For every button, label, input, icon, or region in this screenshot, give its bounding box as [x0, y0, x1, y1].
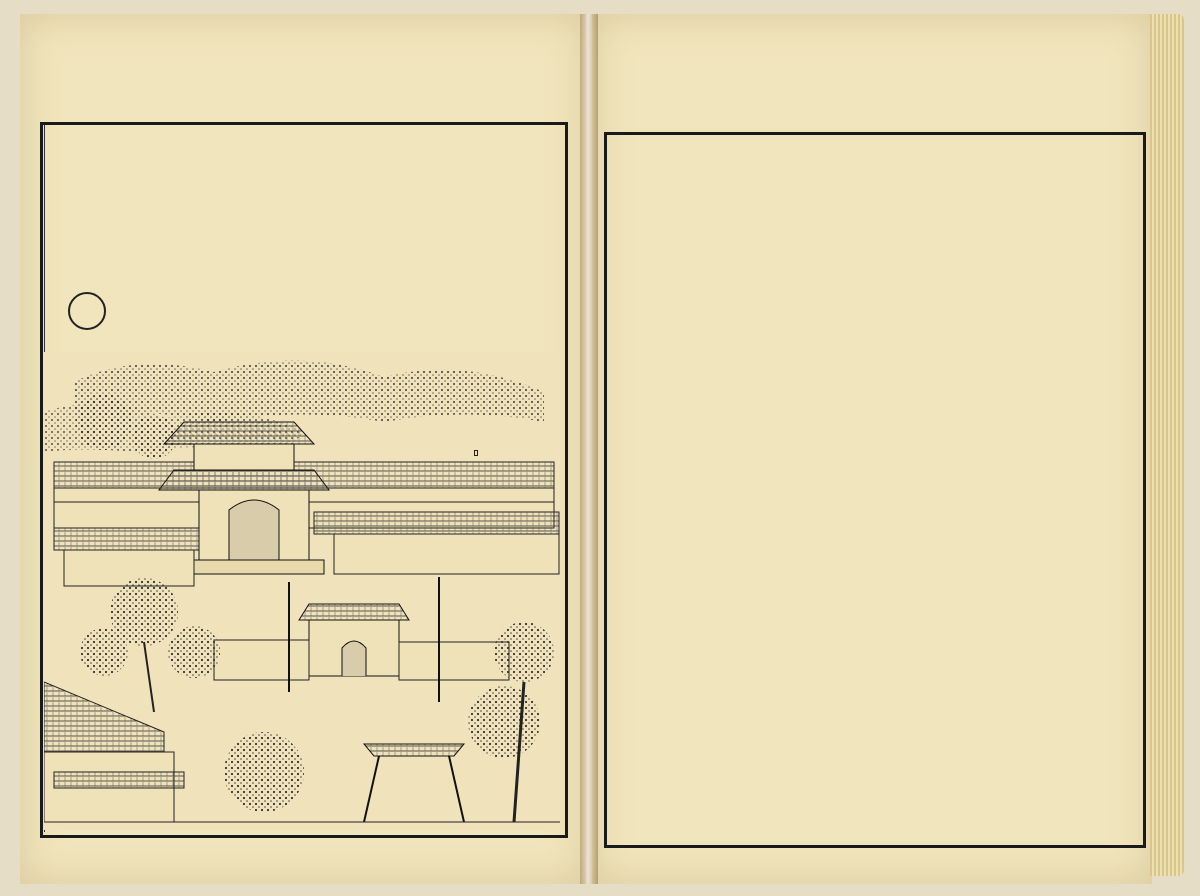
right-frame	[604, 132, 1146, 848]
page-edges	[1150, 14, 1184, 876]
temple-illustration	[44, 352, 560, 830]
building-label	[474, 450, 478, 456]
seal-stamp	[68, 292, 106, 330]
book-gutter	[580, 14, 598, 884]
